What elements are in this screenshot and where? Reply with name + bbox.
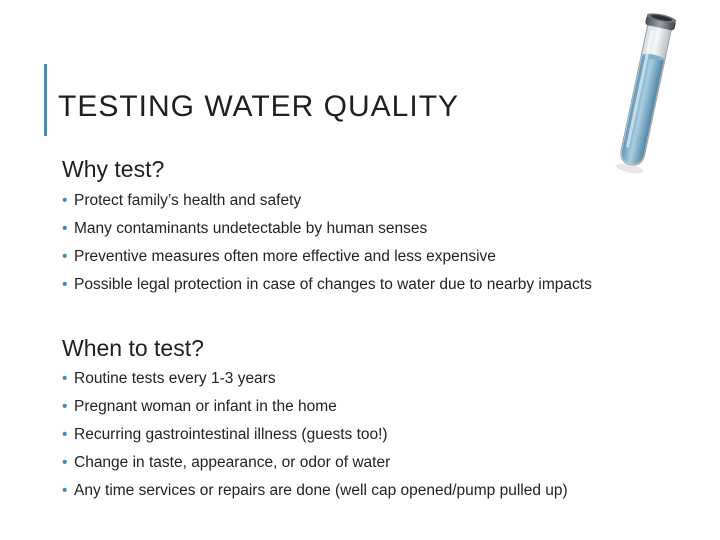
bullet-icon: • — [62, 370, 68, 387]
bullet-icon: • — [62, 192, 68, 209]
list-item — [62, 452, 662, 473]
list-item-text: Any time services or repairs are done (well cap opened/pump pulled up) — [74, 482, 568, 499]
list-item — [62, 368, 662, 389]
list-item-text: Possible legal protection in case of changes to water due to nearby impacts — [74, 276, 592, 293]
title-accent-bar — [44, 64, 47, 136]
bullet-icon: • — [62, 454, 68, 471]
bullet-icon: • — [62, 220, 68, 237]
list-item-text: Change in taste, appearance, or odor of water — [74, 454, 391, 471]
list-item-text: Routine tests every 1-3 years — [74, 370, 276, 387]
list-item — [62, 480, 662, 501]
list-item — [62, 246, 662, 267]
slide-title: TESTING WATER QUALITY — [58, 90, 460, 123]
list-item-text: Protect family’s health and safety — [74, 192, 302, 209]
bullet-icon: • — [62, 276, 68, 293]
list-item-text: Pregnant woman or infant in the home — [74, 398, 337, 415]
when-to-test-list — [62, 368, 662, 508]
bullet-icon: • — [62, 426, 68, 443]
when-to-test-heading: When to test? — [62, 335, 204, 361]
list-item — [62, 424, 662, 445]
why-test-heading: Why test? — [62, 156, 165, 182]
list-item-text: Preventive measures often more effective and less expensive — [74, 248, 496, 265]
list-item — [62, 274, 662, 295]
list-item-text: Recurring gastrointestinal illness (guests too!) — [74, 426, 388, 443]
why-test-list — [62, 190, 662, 302]
list-item — [62, 190, 662, 211]
bullet-icon: • — [62, 482, 68, 499]
list-item — [62, 396, 662, 417]
bullet-icon: • — [62, 248, 68, 265]
test-tube-icon — [575, 6, 685, 174]
list-item — [62, 218, 662, 239]
bullet-icon: • — [62, 398, 68, 415]
list-item-text: Many contaminants undetectable by human senses — [74, 220, 428, 237]
